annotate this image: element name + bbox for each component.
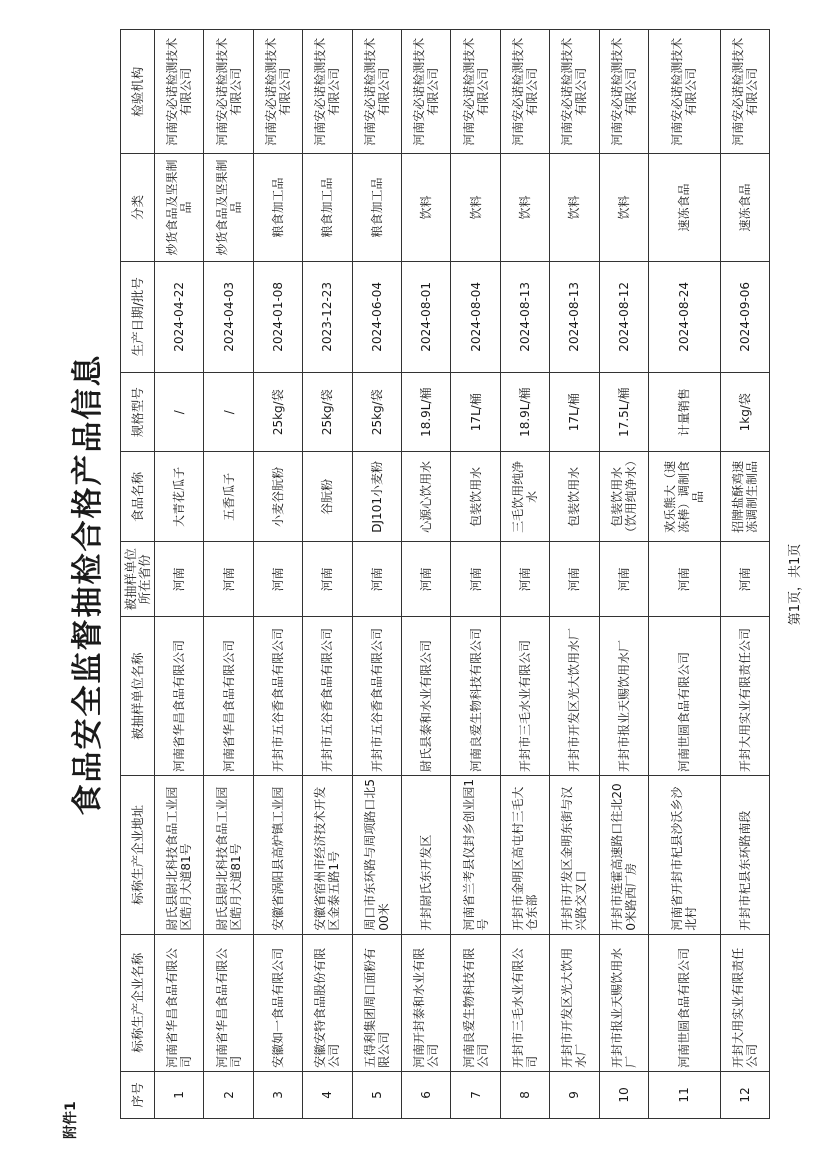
table-cell: 饮料 [401, 154, 450, 261]
table-cell: 17L/桶 [550, 373, 599, 452]
table-cell: 包装饮用水 [550, 452, 599, 542]
table-cell: 河南良爱生物科技有限公司 [451, 617, 500, 776]
table-cell: 2023-12-23 [303, 261, 352, 372]
table-row [303, 30, 352, 1119]
column-header: 生产日期/批号 [121, 261, 155, 372]
table-cell: 谷朊粉 [303, 452, 352, 542]
table-row [204, 30, 253, 1119]
table-cell: 9 [550, 1071, 599, 1118]
table-cell: 安徽省涡阳县高炉镇工业园 [253, 776, 302, 935]
table-cell: 2024-08-04 [451, 261, 500, 372]
table-cell: 河南省华昌食品有限公司 [155, 934, 204, 1071]
table-cell: 包装饮用水（饮用纯净水） [599, 452, 648, 542]
table-cell: 五香瓜子 [204, 452, 253, 542]
table-cell: 河南省开封市杞县沙沃乡沙北村 [648, 776, 720, 935]
table-cell: 计量销售 [648, 373, 720, 452]
table-cell: 尉氏县尉北科技食品工业园区皓月大道81号 [204, 776, 253, 935]
column-header: 被抽样单位所在省份 [121, 542, 155, 617]
table-cell: 7 [451, 1071, 500, 1118]
table-cell: 饮料 [599, 154, 648, 261]
page-title: 食品安全监督抽检合格产品信息 [70, 353, 106, 816]
table-cell: 河南 [401, 542, 450, 617]
table-cell: 河南 [550, 542, 599, 617]
table-cell: 安徽安特食品股份有限公司 [303, 934, 352, 1071]
table-cell: 河南 [155, 542, 204, 617]
table-cell: 大青花瓜子 [155, 452, 204, 542]
table-cell: 河南良爱生物科技有限公司 [451, 934, 500, 1071]
table-cell: 安徽省宿州市经济技术开发区金泰五路1号 [303, 776, 352, 935]
column-header: 标称生产企业名称 [121, 934, 155, 1071]
table-cell: 开封市开发区金明东街与汉兴路交叉口 [550, 776, 599, 935]
table-cell: 饮料 [550, 154, 599, 261]
table-cell: 小麦谷朊粉 [253, 452, 302, 542]
table-cell: / [155, 373, 204, 452]
table-cell: 25kg/袋 [253, 373, 302, 452]
table-row [550, 30, 599, 1119]
table-cell: 开封市五谷香食品有限公司 [253, 617, 302, 776]
table-cell: 炒货食品及坚果制品 [204, 154, 253, 261]
table-cell: 开封市三毛水业有限公司 [500, 934, 549, 1071]
table-cell: 五得利集团周口面粉有限公司 [352, 934, 401, 1071]
table-cell: 河南安必诺检测技术有限公司 [648, 30, 720, 154]
table-cell: 招牌盐酥鸡速冻调制生制品 [720, 452, 769, 542]
table-row [648, 30, 720, 1119]
table-cell: 饮料 [500, 154, 549, 261]
table-cell: 河南 [648, 542, 720, 617]
table-cell: 河南安必诺检测技术有限公司 [720, 30, 769, 154]
table-cell: 2024-01-08 [253, 261, 302, 372]
table-cell: 2024-08-01 [401, 261, 450, 372]
table-cell: 河南安必诺检测技术有限公司 [599, 30, 648, 154]
column-header: 被抽样单位名称 [121, 617, 155, 776]
table-cell: 河南省华昌食品有限公司 [204, 617, 253, 776]
table-cell: 2024-08-13 [500, 261, 549, 372]
table-cell: 开封市三毛水业有限公司 [500, 617, 549, 776]
column-header: 序号 [121, 1071, 155, 1118]
table-cell: 河南省兰考县仪封乡创业园1号 [451, 776, 500, 935]
table-cell: 河南安必诺检测技术有限公司 [401, 30, 450, 154]
table-row [253, 30, 302, 1119]
table-cell: DJ101小麦粉 [352, 452, 401, 542]
table-cell: 开封市连霍高速路口往北200米路西厂房 [599, 776, 648, 935]
table-cell: 河南安必诺检测技术有限公司 [253, 30, 302, 154]
column-header: 食品名称 [121, 452, 155, 542]
table-cell: 河南 [204, 542, 253, 617]
table-cell: 18.9L/桶 [500, 373, 549, 452]
table-cell: 开封市报业天赐饮用水厂 [599, 934, 648, 1071]
table-body [155, 30, 770, 1119]
table-cell: 安徽如一食品有限公司 [253, 934, 302, 1071]
table-cell: 河南 [599, 542, 648, 617]
table-cell: 17.5L/桶 [599, 373, 648, 452]
table-cell: 1 [155, 1071, 204, 1118]
table-cell: 河南安必诺检测技术有限公司 [303, 30, 352, 154]
table-cell: 2024-04-22 [155, 261, 204, 372]
table-row [155, 30, 204, 1119]
table-cell: 开封市金明区高屯村三毛大仓东部 [500, 776, 549, 935]
table-cell: 河南省华昌食品有限公司 [155, 617, 204, 776]
inspection-table [120, 29, 770, 1119]
table-cell: 尉氏县泰和水业有限公司 [401, 617, 450, 776]
table-cell: 河南 [500, 542, 549, 617]
table-cell: 包装饮用水 [451, 452, 500, 542]
table-cell: 河南安必诺检测技术有限公司 [550, 30, 599, 154]
table-cell: 河南省华昌食品有限公司 [204, 934, 253, 1071]
table-cell: 河南安必诺检测技术有限公司 [500, 30, 549, 154]
table-cell: 1kg/袋 [720, 373, 769, 452]
table-row [451, 30, 500, 1119]
table-cell: 尉氏县尉北科技食品工业园区皓月大道81号 [155, 776, 204, 935]
table-row [500, 30, 549, 1119]
table-cell: 炒货食品及坚果制品 [155, 154, 204, 261]
table-cell: 2024-08-13 [550, 261, 599, 372]
table-cell: 粮食加工品 [303, 154, 352, 261]
table-cell: 河南安必诺检测技术有限公司 [352, 30, 401, 154]
table-cell: 12 [720, 1071, 769, 1118]
table-cell: / [204, 373, 253, 452]
table-cell: 河南安必诺检测技术有限公司 [155, 30, 204, 154]
table-cell: 河南世圆食品有限公司 [648, 934, 720, 1071]
table-cell: 11 [648, 1071, 720, 1118]
table-header-row [121, 30, 155, 1119]
column-header: 规格型号 [121, 373, 155, 452]
table-row [720, 30, 769, 1119]
table-cell: 2 [204, 1071, 253, 1118]
table-cell: 速冻食品 [720, 154, 769, 261]
table-cell: 开封市报业天赐饮用水厂 [599, 617, 648, 776]
page-footer: 第1页，共1页 [788, 543, 803, 626]
table-row [352, 30, 401, 1119]
table-cell: 2024-04-03 [204, 261, 253, 372]
table-cell: 开封尉氏东开发区 [401, 776, 450, 935]
table-cell: 2024-06-04 [352, 261, 401, 372]
table-cell: 25kg/袋 [303, 373, 352, 452]
table-cell: 开封大用实业有限责任公司 [720, 934, 769, 1071]
table-cell: 6 [401, 1071, 450, 1118]
table-cell: 河南 [253, 542, 302, 617]
table-cell: 心源心饮用水 [401, 452, 450, 542]
table-cell: 4 [303, 1071, 352, 1118]
attachment-label: 附件1 [63, 1101, 79, 1139]
table-cell: 5 [352, 1071, 401, 1118]
table-cell: 粮食加工品 [253, 154, 302, 261]
table-cell: 2024-08-24 [648, 261, 720, 372]
table-cell: 10 [599, 1071, 648, 1118]
table-cell: 开封市五谷香食品有限公司 [352, 617, 401, 776]
table-cell: 河南 [303, 542, 352, 617]
table-cell: 2024-08-12 [599, 261, 648, 372]
table-row [599, 30, 648, 1119]
table-cell: 开封市五谷香食品有限公司 [303, 617, 352, 776]
table-cell: 河南 [451, 542, 500, 617]
table-cell: 饮料 [451, 154, 500, 261]
table-cell: 2024-09-06 [720, 261, 769, 372]
table-cell: 河南安必诺检测技术有限公司 [204, 30, 253, 154]
table-cell: 18.9L/桶 [401, 373, 450, 452]
column-header: 检验机构 [121, 30, 155, 154]
table-cell: 开封市开发区光大饮用水厂 [550, 617, 599, 776]
table-cell: 欢乐熊大（速冻棒）调制食品 [648, 452, 720, 542]
table-cell: 开封市开发区光大饮用水厂 [550, 934, 599, 1071]
table-cell: 三毛饮用纯净水 [500, 452, 549, 542]
table-cell: 河南 [720, 542, 769, 617]
table-cell: 25kg/袋 [352, 373, 401, 452]
column-header: 标称生产企业地址 [121, 776, 155, 935]
table-cell: 8 [500, 1071, 549, 1118]
table-cell: 周口市东环路与周项路口北500米 [352, 776, 401, 935]
table-cell: 河南 [352, 542, 401, 617]
table-cell: 粮食加工品 [352, 154, 401, 261]
table-cell: 17L/桶 [451, 373, 500, 452]
table-cell: 开封大用实业有限责任公司 [720, 617, 769, 776]
table-cell: 3 [253, 1071, 302, 1118]
table-cell: 河南世圆食品有限公司 [648, 617, 720, 776]
column-header: 分类 [121, 154, 155, 261]
table-cell: 河南开封泰和水业有限公司 [401, 934, 450, 1071]
table-cell: 河南安必诺检测技术有限公司 [451, 30, 500, 154]
table-row [401, 30, 450, 1119]
table-cell: 速冻食品 [648, 154, 720, 261]
table-cell: 开封市杞县东环路南段 [720, 776, 769, 935]
